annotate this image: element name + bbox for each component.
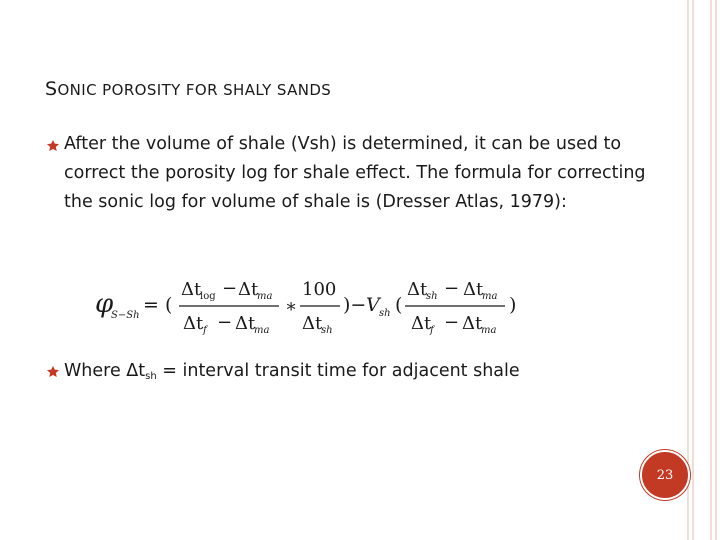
formula-num1-sub: log: [200, 291, 216, 302]
formula-open-2: (: [395, 294, 403, 316]
bullet-icon: [45, 364, 61, 380]
formula-den2-sub: sh: [321, 325, 333, 336]
slide-title: [45, 78, 331, 100]
formula-v-sub: sh: [379, 308, 391, 319]
formula-minus-2: −: [217, 312, 233, 333]
formula-phi: φ: [95, 289, 114, 319]
formula-close: ): [509, 294, 517, 316]
sonic-porosity-formula: [95, 268, 535, 342]
formula-den2: Δt: [302, 313, 323, 334]
formula-times: ∗: [285, 296, 298, 317]
formula-minus-3: −: [444, 278, 460, 299]
formula-den3b-sub: ma: [481, 325, 497, 336]
where-suffix: = interval transit time for adjacent shale: [156, 361, 520, 381]
formula-equals-open: = (: [143, 294, 173, 316]
formula-phi-sub: S−Sh: [111, 310, 140, 321]
formula-den1b-sub: ma: [254, 325, 270, 336]
where-prefix: Where Δt: [64, 361, 146, 381]
formula-den1: Δt: [183, 313, 204, 334]
where-subscript: sh: [145, 371, 157, 382]
formula-den1-sub: f: [203, 325, 207, 336]
formula-den3-sub: f: [430, 325, 434, 336]
formula-den3: Δt: [411, 313, 432, 334]
formula-num3-sub: sh: [426, 291, 438, 302]
title-rest: ONIC POROSITY FOR SHALY SANDS: [57, 81, 332, 99]
bullet-text-1: After the volume of shale (Vsh) is determined, it can be used to correct the porosity log for shale effect. The formula for correcting the sonic log for volume of shale is (Dresser Atlas, 1979):: [64, 134, 646, 212]
formula-close-minus: )−: [343, 294, 367, 316]
formula-den1b: Δt: [235, 313, 256, 334]
page-number: 23: [656, 467, 674, 483]
formula-num3: Δt: [407, 279, 428, 300]
formula-num3b: Δt: [463, 279, 484, 300]
bullet-icon: [45, 138, 61, 154]
formula-v: V: [366, 294, 380, 316]
formula-minus-4: −: [444, 312, 460, 333]
formula-num2: 100: [302, 279, 337, 300]
formula-den3b: Δt: [462, 313, 483, 334]
bullet-text-2: [64, 357, 649, 391]
formula-num1: Δt: [181, 279, 202, 300]
formula-num3b-sub: ma: [482, 291, 498, 302]
page-number-badge: [640, 450, 690, 500]
formula-num1b: Δt: [238, 279, 259, 300]
formula-num1b-sub: ma: [257, 291, 273, 302]
formula-minus-1: −: [222, 278, 238, 299]
decorative-border-lines: [680, 0, 720, 540]
title-first-letter: S: [45, 78, 58, 100]
